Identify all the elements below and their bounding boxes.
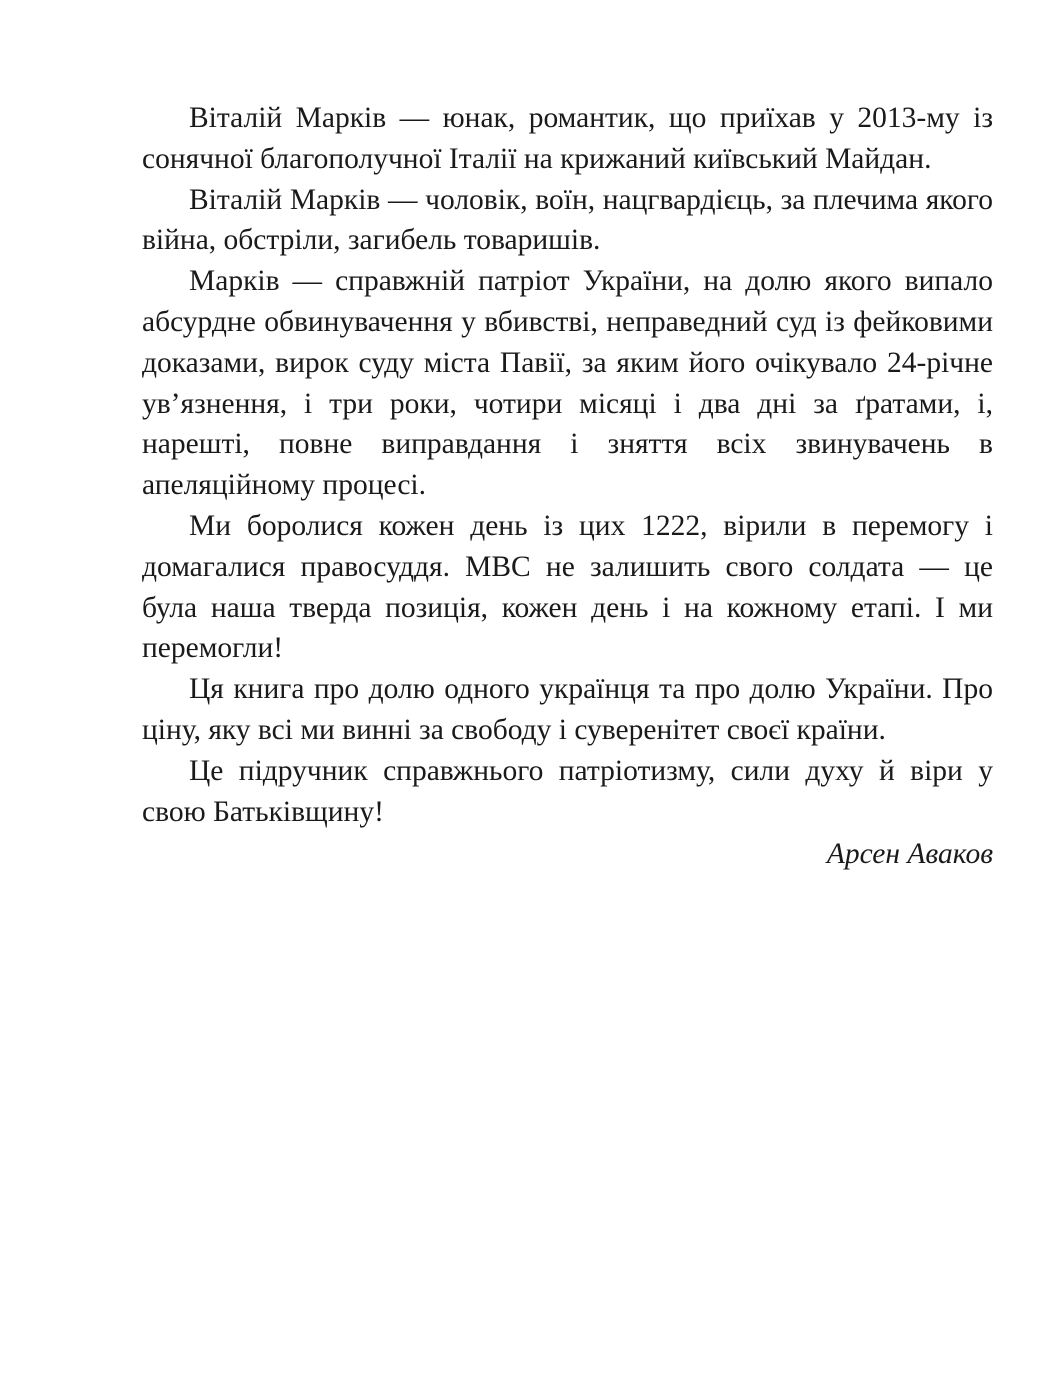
paragraph-1: Віталій Марків — юнак, романтик, що приїхав у 2013-му із сонячної благополучної Італії на крижаний київський Майдан. xyxy=(142,102,993,175)
author-signature: Арсен Аваков xyxy=(826,838,993,871)
paragraph-6: Це підручник справжнього патріотизму, сили духу й віри у свою Батьківщину! xyxy=(142,754,993,828)
paragraph-4: Ми боролися кожен день із цих 1222, вірили в перемогу і домагалися правосуддя. МВС не залишить свого солдата — це була наша тверда позиція, кожен день і на кожному етапі. І ми перемогли! xyxy=(142,509,993,665)
paragraph-5: Ця книга про долю одного українця та про долю України. Про ціну, яку всі ми винні за свободу і суверенітет своєї країни. xyxy=(142,673,993,746)
paragraph-3: Марків — справжній патріот України, на долю якого випало абсурдне обвинувачення у вбивстві, неправедний суд із фейковими доказами, вирок суду міста Павії, за яким його очікувало 24-річне ув’язнення, і три роки, чотири місяці і два дні за ґратами, і, нарешті, повне виправдання і зняття всіх звинувачень в апеляційному процесі. xyxy=(142,265,993,502)
document-page xyxy=(142,98,993,875)
paragraph-2: Віталій Марків — чоловік, воїн, нацгвардієць, за плечима якого війна, обстріли, загибель товаришів. xyxy=(142,183,993,257)
